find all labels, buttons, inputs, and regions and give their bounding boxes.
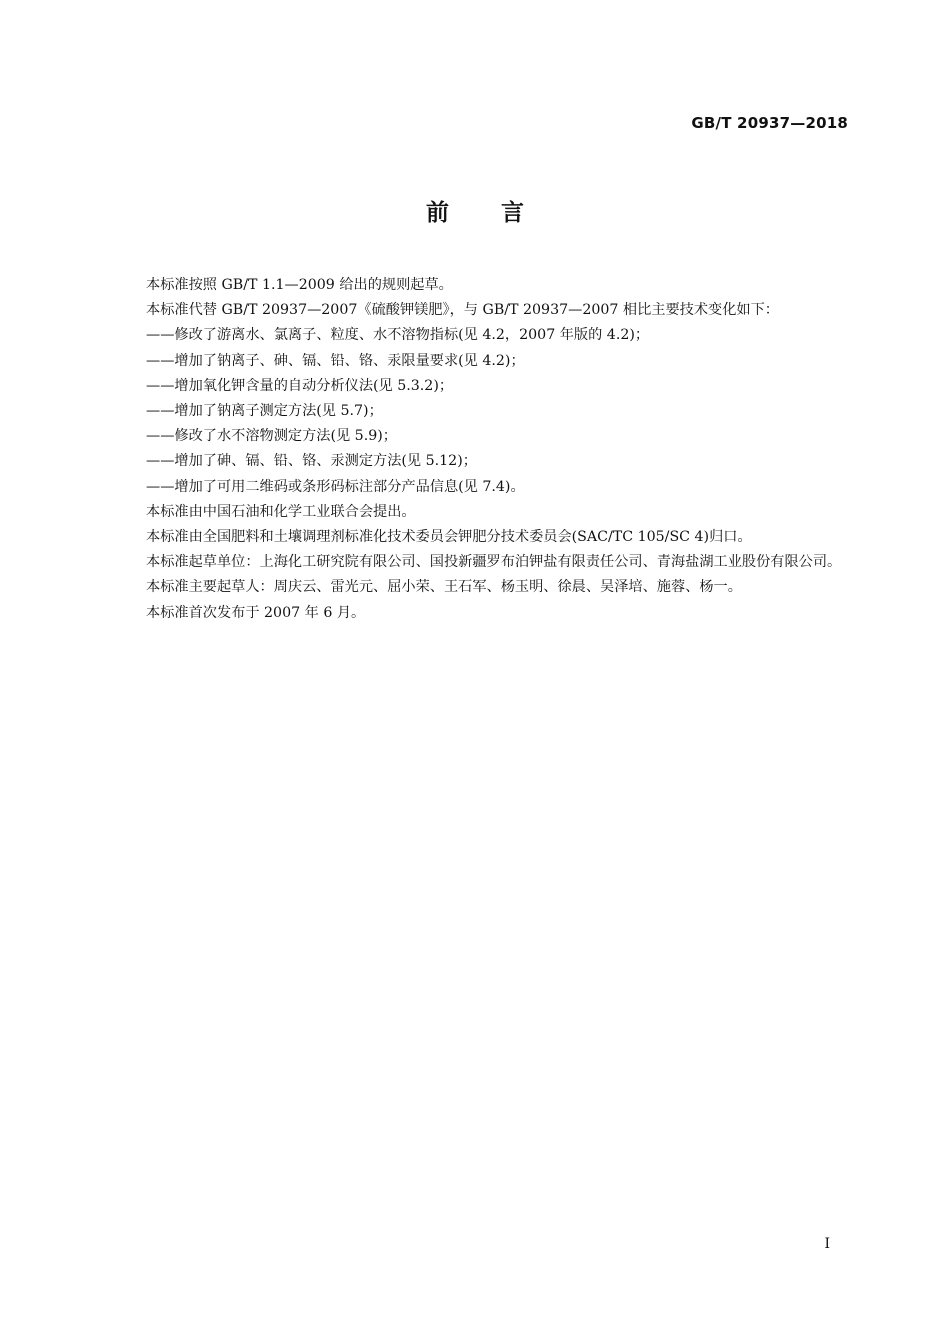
- paragraph-centralized-by: 本标准由全国肥料和土壤调理剂标准化技术委员会钾肥分技术委员会(SAC/TC 105/SC 4)归口。: [146, 529, 752, 546]
- change-item: ——增加了砷、镉、铅、铬、汞测定方法(见 5.12)；: [146, 453, 477, 470]
- paragraph-drafting-units: 本标准起草单位：上海化工研究院有限公司、国投新疆罗布泊钾盐有限责任公司、青海盐湖工业股份有限公司。: [146, 554, 842, 571]
- change-item: ——修改了水不溶物测定方法(见 5.9)；: [146, 428, 397, 445]
- change-item: ——增加了可用二维码或条形码标注部分产品信息(见 7.4)。: [146, 478, 525, 495]
- change-item: ——修改了游离水、氯离子、粒度、水不溶物指标(见 4.2，2007 年版的 4.2)；: [146, 327, 650, 344]
- title-char-1: 前: [426, 200, 449, 226]
- change-item: ——增加氧化钾含量的自动分析仪法(见 5.3.2)；: [146, 377, 454, 394]
- paragraph-replaces: 本标准代替 GB/T 20937—2007《硫酸钾镁肥》，与 GB/T 20937—2007 相比主要技术变化如下：: [146, 302, 779, 319]
- page-number: I: [824, 1236, 830, 1252]
- page-title: [0, 194, 950, 227]
- paragraph-first-issued: 本标准首次发布于 2007 年 6 月。: [146, 604, 366, 621]
- change-item: ——增加了钠离子、砷、镉、铅、铬、汞限量要求(见 4.2)；: [146, 352, 525, 369]
- paragraph-drafting-rules: 本标准按照 GB/T 1.1—2009 给出的规则起草。: [146, 277, 453, 293]
- paragraph-drafters: 本标准主要起草人：周庆云、雷光元、屈小荣、王石军、杨玉明、徐晨、吴泽培、施蓉、杨一。: [146, 579, 742, 596]
- foreword-body: [114, 273, 850, 626]
- change-item: ——增加了钠离子测定方法(见 5.7)；: [146, 403, 383, 420]
- standard-code: GB/T 20937—2018: [691, 114, 848, 132]
- paragraph-proposed-by: 本标准由中国石油和化学工业联合会提出。: [146, 503, 416, 520]
- title-char-2: 言: [501, 200, 524, 226]
